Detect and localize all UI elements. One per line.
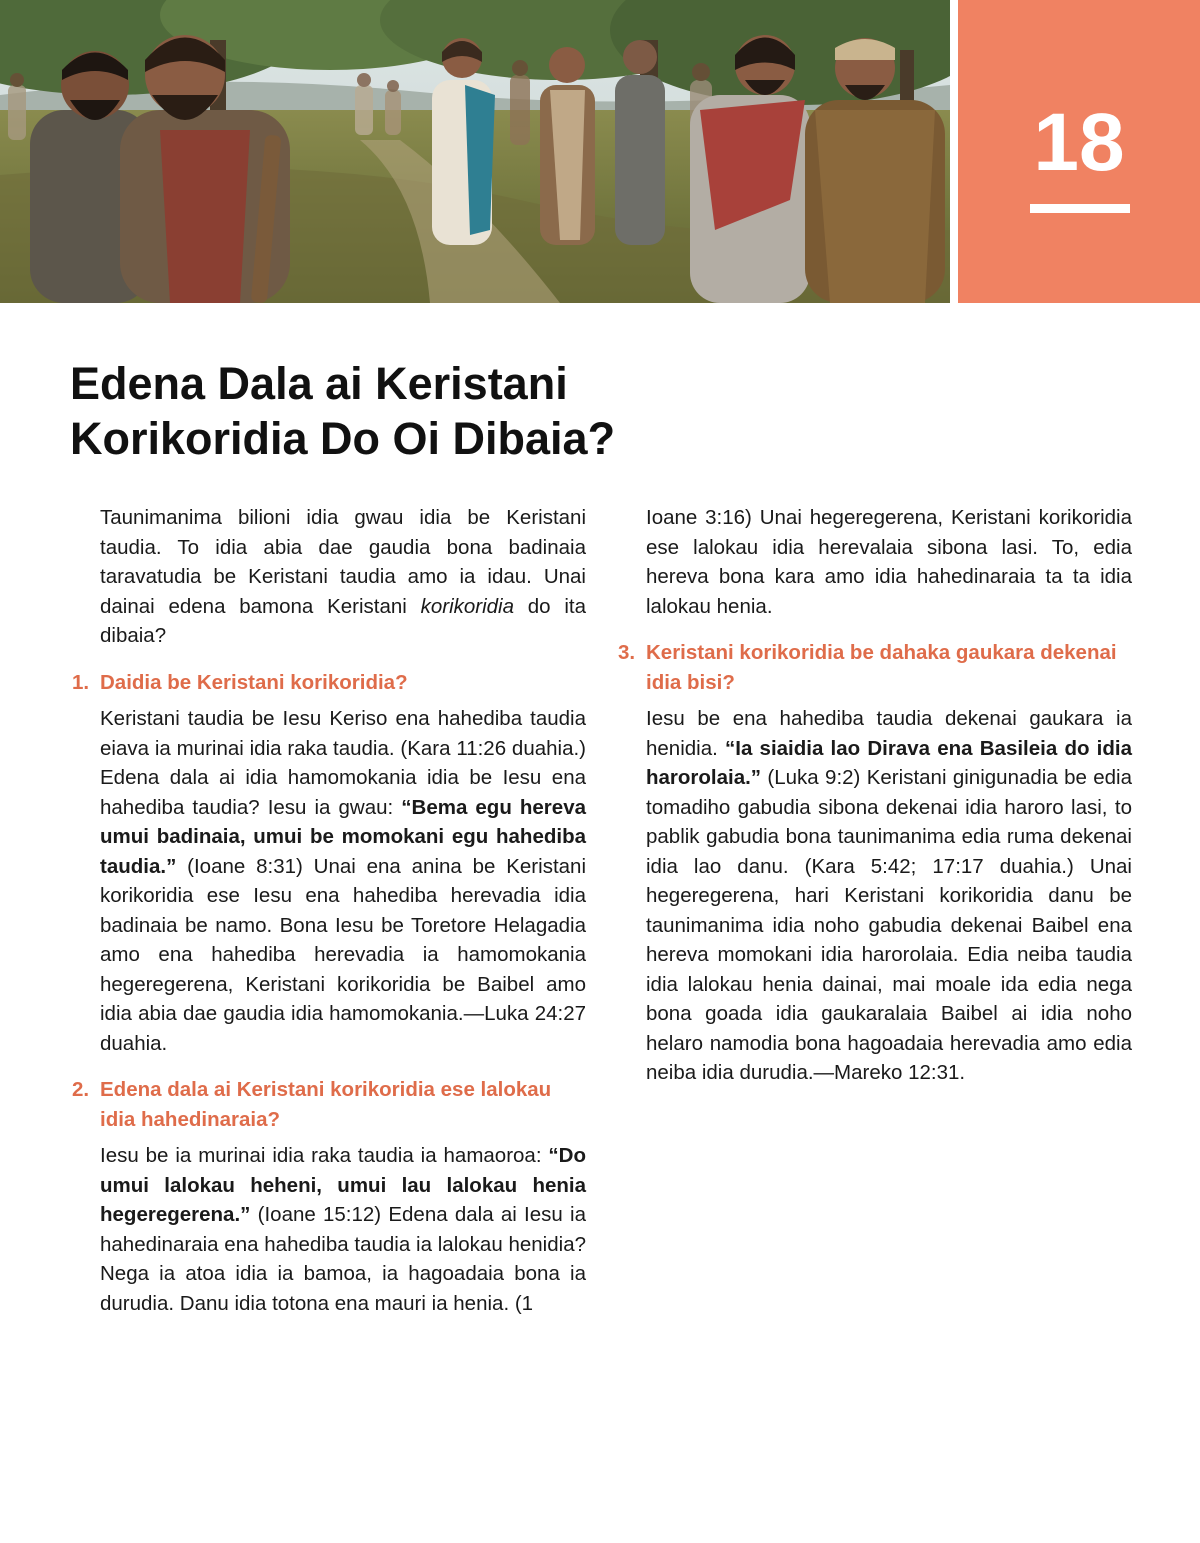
question-3-number: 3. xyxy=(618,641,636,664)
intro-paragraph xyxy=(100,503,586,651)
answer-3-text-end: (Luka 9:2) Keristani ginigunadia be edia tomadiho gabudia sibona dekenai idia haroro lasi, to pablik gabudia bona taunimanima edia ruma dekenai idia lao danu. (Kara 5:42; 17:17 duahia.) Unai hegeregerena, hari Keristani korikoridia danu be taunimanima idia noho gabudia dekenai Baibel ena hereva momokani idia harorolaia. Edia neiba taudia idia lalokau henia dainai, mai moale ida edia nega bona goada idia gaukaralaia Baibel ai idia noho helaro namodia bona hagoadaia herevadia amo edia neiba idia durudia.—Mareko 12:31. xyxy=(646,766,1132,1084)
answer-2-text: Iesu be ia murinai idia raka taudia ia hamaoroa: xyxy=(100,1144,549,1167)
right-column xyxy=(618,503,1132,1088)
answer-2 xyxy=(100,1141,586,1318)
question-1 xyxy=(72,668,586,698)
intro-text-end: do ita dibaia? xyxy=(100,594,586,647)
answer-3-text: Iesu be ena hahediba taudia dekenai gaukara ia henidia. xyxy=(646,707,1132,760)
answer-2-text-end: (Ioane 15:12) Edena dala ai Iesu ia hahedinaraia ena hahediba taudia ia lalokau henidia? Nega ia atoa idia ia bamoa, ia hagoadaia bona ia durudia. Danu idia totona ena mauri ia henia. (1 xyxy=(100,1203,586,1315)
answer-1 xyxy=(100,704,586,1058)
answer-1-text-end: (Ioane 8:31) Unai ena anina be Keristani korikoridia ese Iesu ena hahediba herevadia idia badinaia be namo. Bona Iesu be Toretore Helagadia amo ena hahediba herevadia ia hamomokania hegeregerena, Keristani korikoridia be Baibel amo idia abia dae gaudia idia hamomokania.—Luka 24:27 duahia. xyxy=(100,854,586,1055)
question-1-text: Daidia be Keristani korikoridia? xyxy=(100,670,408,694)
title-line-2: Korikoridia Do Oi Dibaia? xyxy=(70,413,616,464)
disciples-walking-image xyxy=(0,0,950,303)
page-title xyxy=(70,356,1070,466)
answer-3 xyxy=(646,704,1132,1088)
answer-3-quote: “Ia siaidia lao Dirava ena Basileia do idia harorolaia.” xyxy=(646,736,1132,789)
left-column xyxy=(72,503,586,1318)
question-3-text: Keristani korikoridia be dahaka gaukara dekenai idia bisi? xyxy=(646,641,1117,694)
question-2-text: Edena dala ai Keristani korikoridia ese lalokau idia hahedinaraia? xyxy=(100,1078,552,1131)
intro-italic: korikoridia xyxy=(420,594,515,618)
question-2 xyxy=(72,1075,586,1134)
intro-text: Taunimanima bilioni idia gwau idia be Keristani taudia. To idia abia dae gaudia bona badinaia taravatudia be Keristani taudia amo ia idau. Unai dainai edena bamona Keristani xyxy=(100,506,586,618)
question-3 xyxy=(618,638,1132,697)
question-2-number: 2. xyxy=(72,1078,90,1101)
answer-1-quote: “Bema egu hereva umui badinaia, umui be momokani egu hahediba taudia.” xyxy=(100,795,586,878)
lesson-number: 18 xyxy=(1033,97,1125,188)
answer-2-continued: Ioane 3:16) Unai hegeregerena, Keristani korikoridia ese lalokau idia herevalaia sibona lasi. To, edia hereva bona kara amo idia hahedinaraia ta ta idia lalokau henia. xyxy=(646,506,1132,618)
title-line-1: Edena Dala ai Keristani xyxy=(70,358,568,409)
hero-illustration xyxy=(0,0,950,303)
answer-1-text: Keristani taudia be Iesu Keriso ena hahediba taudia eiava ia murinai idia raka taudia. (Kara 11:26 duahia.) Edena dala ai idia hamomokania idia be Iesu ena hahediba taudia? Iesu ia gwau: xyxy=(100,707,586,819)
answer-2-quote: “Do umui lalokau heheni, umui lau lalokau henia hegeregerena.” xyxy=(100,1144,586,1226)
lesson-number-underline xyxy=(1030,204,1130,213)
lesson-number-box xyxy=(958,0,1200,303)
question-1-number: 1. xyxy=(72,670,90,694)
